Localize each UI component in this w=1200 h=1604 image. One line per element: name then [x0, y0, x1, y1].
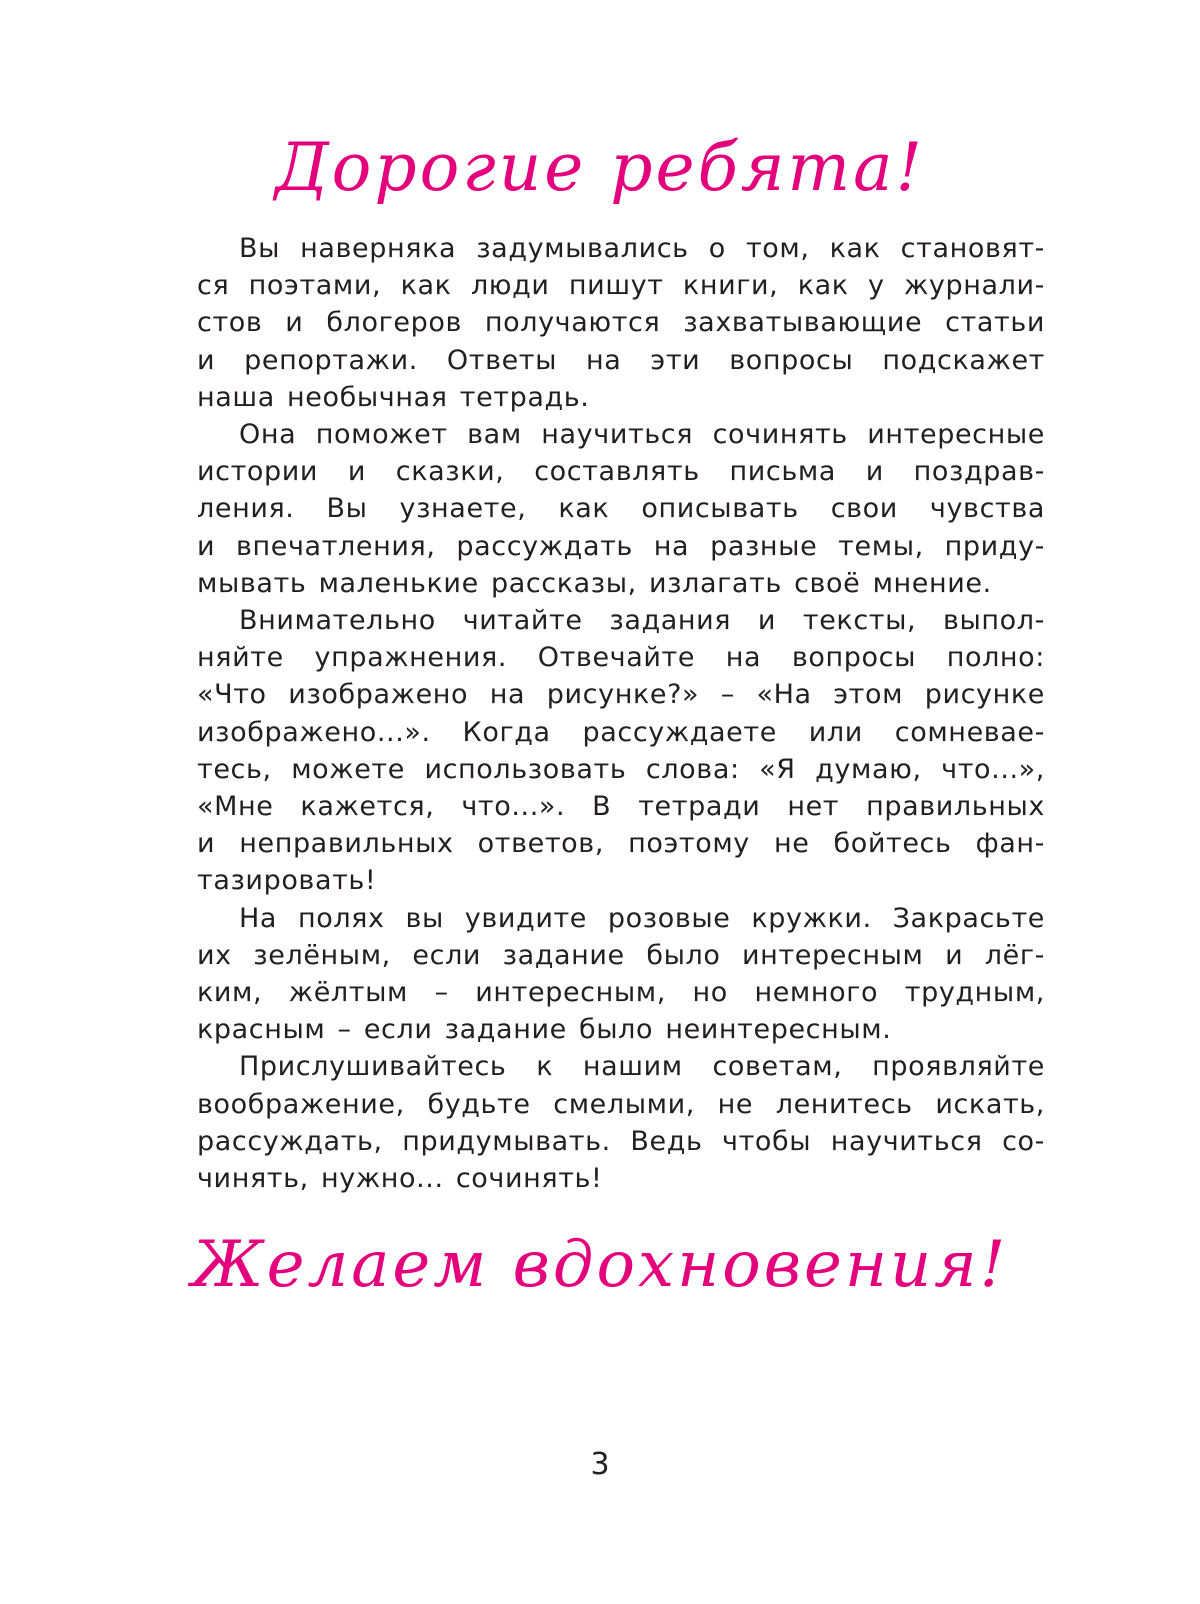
body-text	[155, 230, 1045, 1197]
text-line: и неправильных ответов, поэтому не бойтесь фан-	[197, 828, 1045, 860]
text-line: чинять, нужно... сочинять!	[197, 1163, 603, 1195]
text-line: воображение, будьте смелыми, не ленитесь искать,	[197, 1088, 1045, 1120]
text-line: ления. Вы узнаете, как описывать свои чувства	[197, 493, 1045, 525]
paragraph-5	[155, 1048, 1045, 1197]
text-line: красным – если задание было неинтересным.	[197, 1014, 892, 1046]
closing-wish: Желаем вдохновения!	[191, 1228, 1009, 1302]
text-line: их зелёным, если задание было интересным и лёг-	[197, 939, 1045, 971]
text-line: Прислушивайтесь к нашим советам, проявляйте	[239, 1051, 1045, 1083]
text-line: стов и блогеров получаются захватывающие статьи	[197, 307, 1045, 339]
paragraph-1	[155, 230, 1045, 416]
text-line: наша необычная тетрадь.	[197, 381, 590, 413]
text-line: ким, жёлтым – интересным, но немного трудным,	[197, 977, 1045, 1009]
text-line: и репортажи. Ответы на эти вопросы подскажет	[197, 344, 1045, 376]
greeting-heading: Дорогие ребята!	[274, 129, 926, 206]
paragraph-4	[155, 900, 1045, 1049]
paragraph-2	[155, 416, 1045, 602]
text-line: На полях вы увидите розовые кружки. Закрасьте	[239, 902, 1045, 934]
text-line: тесь, можете использовать слова: «Я думаю, что...»,	[197, 753, 1045, 785]
paragraph-3	[155, 602, 1045, 900]
text-line: Она поможет вам научиться сочинять интересные	[239, 419, 1045, 451]
text-line: «Что изображено на рисунке?» – «На этом рисунке	[197, 679, 1045, 711]
text-line: тазировать!	[197, 865, 377, 897]
page-number: 3	[590, 1447, 610, 1482]
text-line: ся поэтами, как люди пишут книги, как у журнали-	[197, 270, 1045, 302]
text-line: Внимательно читайте задания и тексты, выпол-	[239, 605, 1045, 637]
text-line: и впечатления, рассуждать на разные темы, приду-	[197, 530, 1045, 562]
text-line: истории и сказки, составлять письма и поздрав-	[197, 456, 1045, 488]
text-line: мывать маленькие рассказы, излагать своё мнение.	[197, 567, 992, 599]
text-line: Вы наверняка задумывались о том, как становят-	[239, 233, 1045, 264]
text-line: изображено...». Когда рассуждаете или сомневае-	[197, 716, 1045, 748]
text-line: рассуждать, придумывать. Ведь чтобы научиться со-	[197, 1125, 1045, 1157]
text-line: «Мне кажется, что...». В тетради нет правильных	[197, 791, 1045, 823]
text-line: няйте упражнения. Отвечайте на вопросы полно:	[197, 642, 1045, 674]
